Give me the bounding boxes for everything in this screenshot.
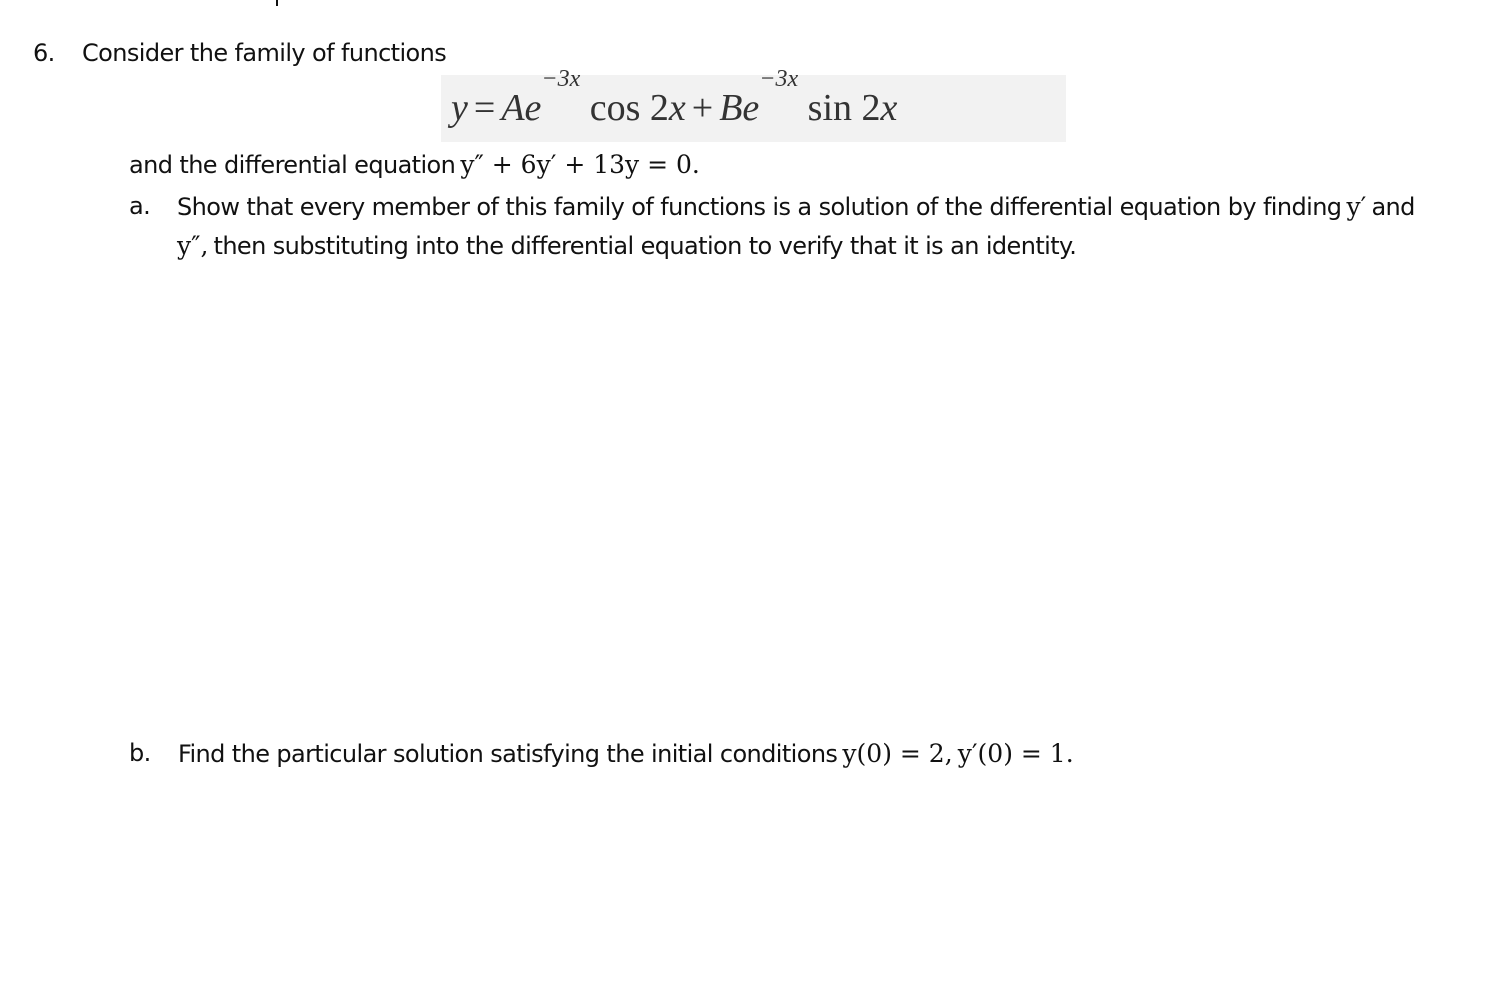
question-number: 6. bbox=[33, 39, 55, 67]
differential-equation: y″ + 6y′ + 13y = 0. bbox=[460, 150, 700, 179]
formula-term2-var: x bbox=[880, 87, 898, 129]
part-a-text-continued: then substituting into the differential equation to verify that it is an identity. bbox=[213, 232, 1077, 260]
function-family-formula bbox=[451, 66, 898, 142]
part-b-label: b. bbox=[129, 739, 151, 767]
formula-term2-coef: Be bbox=[719, 87, 760, 129]
formula-term1-exponent: −3x bbox=[541, 66, 581, 92]
part-a-label: a. bbox=[129, 192, 151, 220]
part-a-second-derivative: y″, bbox=[177, 231, 209, 260]
formula-plus: + bbox=[691, 87, 714, 129]
formula-term1-coef: Ae bbox=[501, 87, 542, 129]
question-intro: Consider the family of functions bbox=[82, 39, 447, 67]
part-a-line-2 bbox=[177, 231, 1076, 260]
formula-lhs: y bbox=[451, 87, 468, 129]
page-edge-mark bbox=[276, 0, 278, 6]
initial-condition-1: y(0) = 2, bbox=[842, 739, 953, 768]
formula-term1-trig: cos 2 bbox=[589, 87, 669, 129]
part-a-line-end: and bbox=[1371, 193, 1415, 221]
part-a-text: Show that every member of this family of functions is a solution of the differential equation by finding bbox=[177, 193, 1342, 221]
formula-term2-trig: sin 2 bbox=[807, 87, 881, 129]
formula-image bbox=[441, 66, 1066, 142]
part-a-first-derivative: y′ bbox=[1346, 192, 1367, 221]
formula-term1-var: x bbox=[668, 87, 686, 129]
formula-equals: = bbox=[473, 87, 496, 129]
initial-condition-2: y′(0) = 1. bbox=[957, 739, 1074, 768]
differential-equation-line bbox=[129, 150, 700, 179]
part-a-line-1 bbox=[177, 192, 1415, 221]
part-b-line bbox=[178, 739, 1074, 768]
de-intro-text: and the differential equation bbox=[129, 151, 456, 179]
part-b-text: Find the particular solution satisfying the initial conditions bbox=[178, 740, 838, 768]
formula-term2-exponent: −3x bbox=[759, 66, 799, 92]
